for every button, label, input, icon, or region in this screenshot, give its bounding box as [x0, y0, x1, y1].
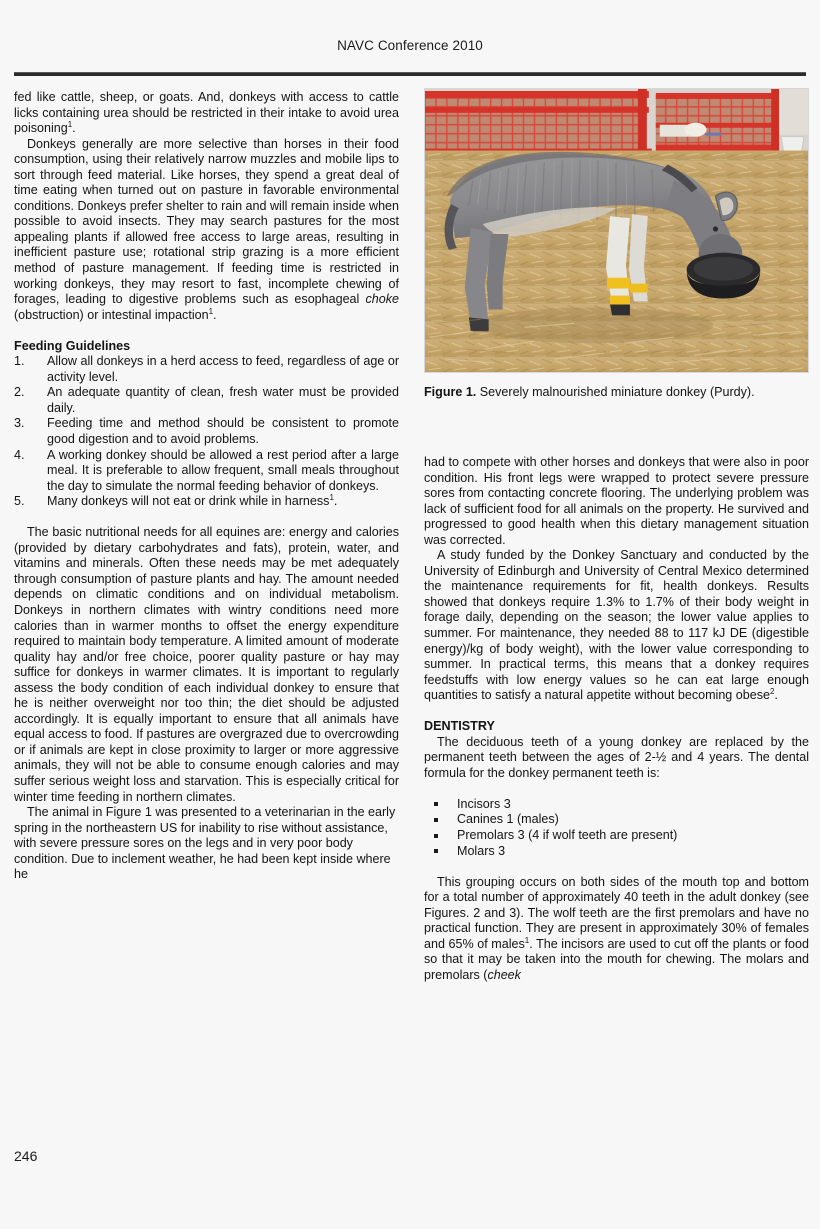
list-text: Feeding time and method should be consistent to promote good digestion and to avoid problems. — [47, 416, 399, 446]
para-teeth-text-b: . The incisors are used to cut off the plants or food so that it may be taken into the mouth for chewing. The molars and premolars ( — [424, 936, 809, 982]
para-study-period: . — [774, 688, 778, 703]
figure-label: Figure 1. — [424, 385, 477, 399]
list-number: 3. — [14, 416, 25, 431]
list-period: . — [333, 494, 338, 509]
list-item — [14, 448, 399, 495]
paragraph-nutritional-needs: The basic nutritional needs for all equines are: energy and calories (provided by dietary carbohydrates and fats), protein, water, and vitamins and minerals. Often these needs may be met adequately through consumption of pasture plants and hay. The amount needed depends on climatic conditions and on individual metabolism. Donkeys in northern climates with wintry conditions need more calories than in warmer months to offset the energy expenditure required to maintain body temperature. A limited amount of moderate quality hay and/or free choice, poorer quality pasture or hay may suffice for donkeys in warmer climates. It is important to regularly assess the body condition of each individual donkey to ensure that he is neither overweight nor too thin; the diet should be adjusted accordingly. It is equally important to ensure that all animals have equal access to food. If pastures are overgrazed due to overcrowding or if animals are kept in close proximity to larger or more aggressive animals, they will not be able to consume enough calories and may suffer serious weight loss and starvation. This is especially critical for winter time feeding in northern climates. — [14, 525, 399, 804]
para-2-text-b: (obstruction) or intestinal impaction — [14, 307, 209, 322]
heading-dentistry: DENTISTRY — [424, 719, 495, 734]
list-text: Canines 1 (males) — [457, 812, 559, 827]
list-item — [14, 494, 399, 510]
footnote-marker-2: 2 — [769, 687, 775, 697]
list-text: An adequate quantity of clean, fresh water must be provided daily. — [47, 385, 399, 415]
figure-1-caption — [424, 385, 809, 401]
list-item — [14, 385, 399, 416]
list-item — [424, 844, 809, 860]
paragraph-continued — [14, 90, 399, 137]
list-number: 4. — [14, 447, 25, 462]
list-text: Allow all donkeys in a herd access to feed, regardless of age or activity level. — [47, 354, 399, 384]
spacer — [14, 510, 399, 526]
footnote-marker-1b: 1 — [208, 306, 214, 316]
heading-feeding-guidelines: Feeding Guidelines — [14, 338, 131, 353]
left-column — [14, 90, 399, 883]
para-teeth-text-a: This grouping occurs on both sides of the mouth top and bottom for a total number of approximately 40 teeth in the adult donkey (see Figures. 2 and 3). The wolf teeth are the first premolars and have no practical function. They are present in approximately 30% of females and 65% of males — [424, 874, 809, 951]
square-bullet-icon — [434, 849, 438, 853]
paragraph-deciduous-teeth: The deciduous teeth of a young donkey are replaced by the permanent teeth between the ages of 2-½ and 4 years. The dental formula for the donkey permanent teeth is: — [424, 734, 809, 780]
paragraph-tooth-grouping — [424, 875, 809, 984]
term-cheek: cheek — [487, 967, 521, 982]
spacer — [424, 704, 809, 720]
square-bullet-icon — [434, 818, 438, 822]
list-text: Premolars 3 (4 if wolf teeth are present) — [457, 828, 678, 843]
para-2-text-a: Donkeys generally are more selective than horses in their food consumption, using their relatively narrow muzzles and mobile lips to sort through feed material. Like horses, they spend a great deal of time eating when turned out on pasture in favorable environmental conditions. Donkeys prefer shelter to rain and will remain inside when possible to avoid insects. They may search pastures for the most appealing plants if allowed free access to large areas, resulting in inefficient pasture use; rotational strip grazing is a more efficient method of pasture management. If feeding time is restricted in working donkeys, they may resort to fast, incomplete chewing of forages, leading to digestive problems such as esophageal — [14, 136, 399, 307]
para-1-text: fed like cattle, sheep, or goats. And, donkeys with access to cattle licks containing urea should be restricted in their intake to avoid urea poisoning — [14, 90, 399, 136]
paragraph-case-continued: had to compete with other horses and donkeys that were also in poor condition. His front legs were wrapped to protect severe pressure sores from contacting concrete flooring. The underlying problem was lack of sufficient food for all animals on the property. He survived and progressed to good health when this dietary management situation was corrected. — [424, 455, 809, 547]
paragraph-donkey-selectivity — [14, 137, 399, 324]
right-column — [424, 455, 809, 983]
paragraph-case-history: The animal in Figure 1 was presented to a veterinarian in the early spring in the northeastern US for inability to rise without assistance, with severe pressure sores on the legs and in very poor body condition. Due to inclement weather, he had been kept inside where he — [14, 805, 396, 882]
para-2-period: . — [213, 307, 217, 322]
dental-formula-list — [424, 797, 809, 859]
spacer — [424, 781, 809, 797]
list-item — [424, 828, 809, 844]
list-item — [424, 812, 809, 828]
page-number: 246 — [14, 1148, 38, 1164]
square-bullet-icon — [434, 802, 438, 806]
list-text: Molars 3 — [457, 843, 506, 858]
feeding-guidelines-list — [14, 354, 399, 509]
list-text: A working donkey should be allowed a rest period after a large meal. It is preferable to allow frequent, small meals throughout the day to simulate the normal feeding behavior of donkeys. — [47, 447, 399, 493]
header-divider — [14, 72, 806, 76]
list-item — [14, 416, 399, 447]
footnote-marker-1d: 1 — [524, 935, 530, 945]
list-item — [14, 354, 399, 385]
footnote-marker-1c: 1 — [329, 493, 334, 502]
list-text: Incisors 3 — [457, 796, 511, 811]
running-head: NAVC Conference 2010 — [337, 38, 483, 53]
list-text: Many donkeys will not eat or drink while in harness — [47, 494, 330, 509]
list-number: 1. — [14, 354, 25, 369]
para-1-period: . — [72, 121, 76, 136]
spacer — [14, 323, 399, 339]
footnote-marker-1: 1 — [67, 119, 73, 129]
figure-caption-text: Severely malnourished miniature donkey (Purdy). — [479, 385, 755, 399]
term-choke: choke — [365, 292, 399, 307]
paragraph-donkey-sanctuary-study — [424, 548, 809, 703]
list-number: 2. — [14, 385, 25, 400]
para-study-text: A study funded by the Donkey Sanctuary and conducted by the University of Edinburgh and University of Central Mexico determined the maintenance requirements for fit, health donkeys. Results showed that donkeys require 1.3% to 1.7% of their body weight in forage daily, depending on the season; the lower value applies to summer. For maintenance, they needed 88 to 117 kJ DE (digestible energy)/kg of body weight), with the lower value corresponding to summer. In practical terms, this means that a donkey requires feedstuffs with low energy values so he can eat large enough quantities to satisfy a natural appetite without becoming obese — [424, 548, 809, 703]
list-item — [424, 797, 809, 813]
figure-1-container — [424, 88, 809, 373]
figure-1-image — [424, 88, 809, 373]
square-bullet-icon — [434, 834, 438, 838]
spacer — [424, 859, 809, 875]
list-number: 5. — [14, 494, 25, 509]
